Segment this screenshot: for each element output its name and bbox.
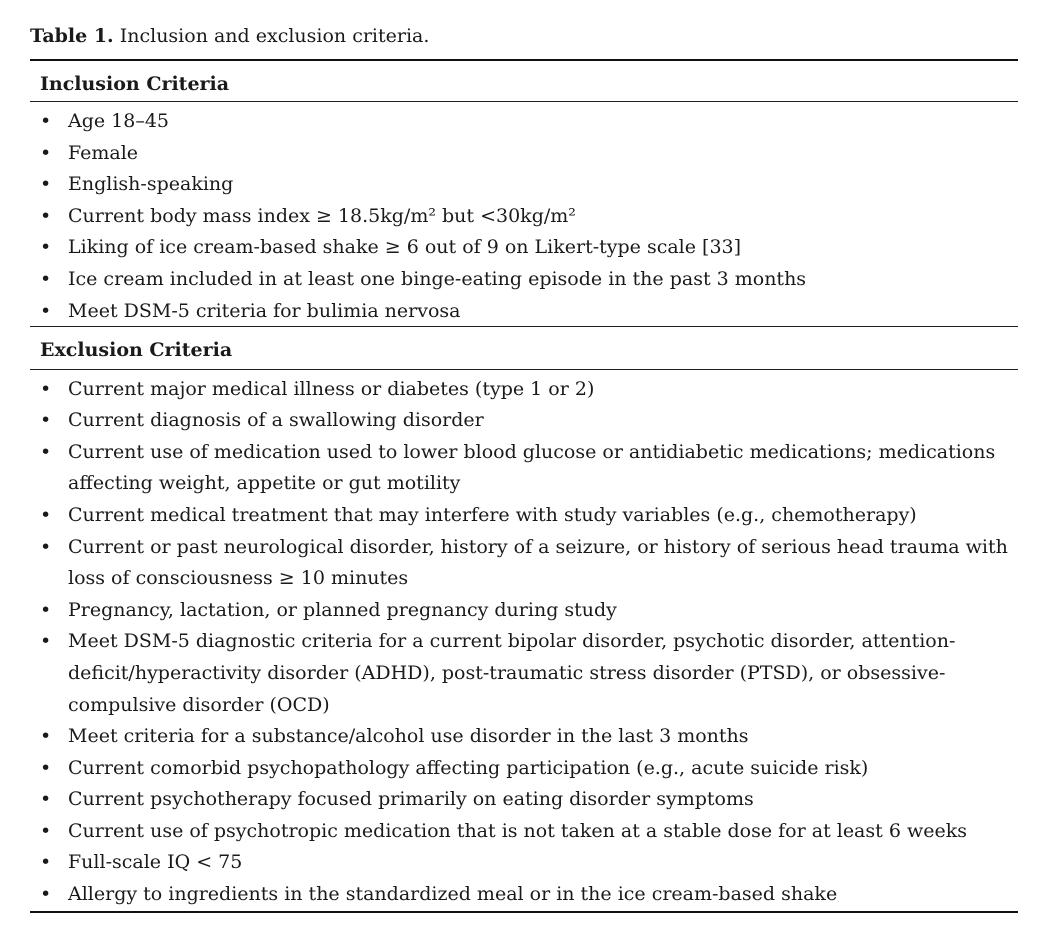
bullet-icon: • bbox=[40, 267, 52, 290]
list-item-text: Current diagnosis of a swallowing disorder bbox=[68, 409, 484, 432]
list-item bbox=[30, 106, 1018, 138]
list-item-text: Female bbox=[68, 141, 139, 164]
table-caption bbox=[30, 22, 429, 50]
bullet-icon: • bbox=[40, 756, 52, 779]
list-item-text: Current psychotherapy focused primarily on eating disorder symptoms bbox=[68, 788, 754, 811]
criteria-table bbox=[30, 59, 1018, 913]
list-item-text: Full-scale IQ < 75 bbox=[68, 851, 243, 874]
list-item bbox=[30, 532, 1018, 595]
bullet-icon: • bbox=[40, 535, 52, 558]
list-item-text: Age 18–45 bbox=[68, 110, 170, 132]
list-item bbox=[30, 138, 1018, 170]
list-item bbox=[30, 816, 1018, 848]
list-item bbox=[30, 437, 1018, 500]
bullet-icon: • bbox=[40, 173, 52, 196]
list-item bbox=[30, 753, 1018, 785]
list-item-text: Current medical treatment that may interfere with study variables (e.g., chemotherapy) bbox=[68, 503, 917, 526]
bullet-icon: • bbox=[40, 725, 52, 748]
list-item-text: Meet criteria for a substance/alcohol use disorder in the last 3 months bbox=[68, 725, 749, 748]
list-item-text: Meet DSM-5 diagnostic criteria for a current bipolar disorder, psychotic disorder, attention-deficit/hyperactivity disorder (ADHD), post-traumatic stress disorder (PTSD), or obsessive-compulsive disorder (OCD) bbox=[68, 630, 956, 716]
list-item-text: Current or past neurological disorder, history of a seizure, or history of serious head trauma with loss of consciousness ≥ 10 minutes bbox=[68, 535, 1008, 590]
list-item bbox=[30, 721, 1018, 753]
bullet-icon: • bbox=[40, 630, 52, 653]
list-item bbox=[30, 264, 1018, 296]
list-item bbox=[30, 201, 1018, 233]
bullet-icon: • bbox=[40, 236, 52, 259]
list-item bbox=[30, 847, 1018, 879]
list-item-text: Current body mass index ≥ 18.5kg/m² but <30kg/m² bbox=[68, 204, 576, 227]
caption-label: Table 1. bbox=[30, 25, 114, 47]
list-item-text: Current use of psychotropic medication that is not taken at a stable dose for at least 6 weeks bbox=[68, 819, 967, 842]
list-item-text: English-speaking bbox=[68, 173, 234, 196]
list-item bbox=[30, 879, 1018, 911]
list-item-text: Allergy to ingredients in the standardized meal or in the ice cream-based shake bbox=[68, 883, 838, 906]
list-item-text: Current comorbid psychopathology affecting participation (e.g., acute suicide risk) bbox=[68, 756, 869, 779]
bullet-icon: • bbox=[40, 819, 52, 842]
list-item-text: Liking of ice cream-based shake ≥ 6 out of 9 on Likert-type scale [33] bbox=[68, 236, 742, 259]
bullet-icon: • bbox=[40, 204, 52, 227]
bullet-icon: • bbox=[40, 598, 52, 621]
exclusion-section bbox=[30, 327, 1018, 911]
list-item bbox=[30, 595, 1018, 627]
list-item bbox=[30, 374, 1018, 406]
list-item bbox=[30, 296, 1018, 326]
bullet-icon: • bbox=[40, 788, 52, 811]
bottom-rule bbox=[30, 911, 1018, 913]
bullet-icon: • bbox=[40, 377, 52, 400]
inclusion-heading: Inclusion Criteria bbox=[40, 73, 230, 95]
bullet-icon: • bbox=[40, 110, 52, 132]
bullet-icon: • bbox=[40, 299, 52, 322]
list-item bbox=[30, 232, 1018, 264]
bullet-icon: • bbox=[40, 409, 52, 432]
caption-text: Inclusion and exclusion criteria. bbox=[119, 25, 430, 47]
list-item-text: Pregnancy, lactation, or planned pregnancy during study bbox=[68, 598, 617, 621]
list-item-text: Current use of medication used to lower blood glucose or antidiabetic medications; medications affecting weight, appetite or gut motility bbox=[68, 440, 996, 495]
bullet-icon: • bbox=[40, 851, 52, 874]
list-item bbox=[30, 405, 1018, 437]
list-item-text: Current major medical illness or diabetes (type 1 or 2) bbox=[68, 377, 595, 400]
bullet-icon: • bbox=[40, 883, 52, 906]
bullet-icon: • bbox=[40, 141, 52, 164]
list-item bbox=[30, 500, 1018, 532]
list-item-text: Ice cream included in at least one binge-eating episode in the past 3 months bbox=[68, 267, 807, 290]
list-item bbox=[30, 626, 1018, 721]
exclusion-list bbox=[30, 370, 1018, 911]
list-item bbox=[30, 169, 1018, 201]
bullet-icon: • bbox=[40, 440, 52, 463]
exclusion-heading: Exclusion Criteria bbox=[40, 338, 233, 361]
inclusion-section bbox=[30, 61, 1018, 326]
list-item-text: Meet DSM-5 criteria for bulimia nervosa bbox=[68, 299, 461, 322]
inclusion-list bbox=[30, 102, 1018, 326]
bullet-icon: • bbox=[40, 503, 52, 526]
list-item bbox=[30, 784, 1018, 816]
